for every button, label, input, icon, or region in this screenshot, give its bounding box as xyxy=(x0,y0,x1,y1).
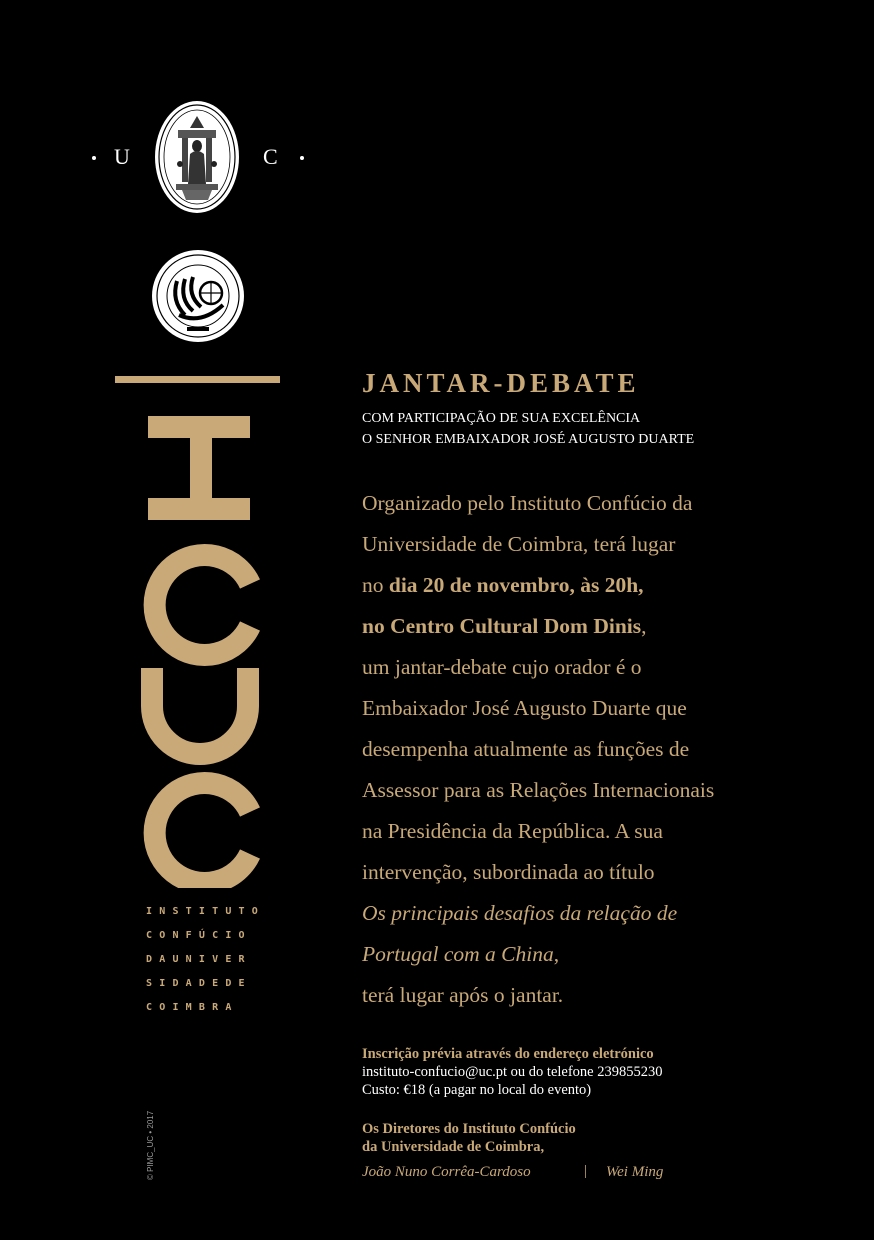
institute-name-line: CONFÚCIO xyxy=(146,930,252,941)
registration-contact: instituto-confucio@uc.pt ou do telefone 239855230 xyxy=(362,1064,663,1080)
confucius-institute-logo-icon xyxy=(151,249,245,343)
description-line: um jantar-debate cujo orador é o xyxy=(362,655,642,679)
header-dot-left xyxy=(92,156,96,160)
director-name-1: João Nuno Corrêa-Cardoso xyxy=(362,1164,531,1180)
talk-title: Os principais desafios da relação de xyxy=(362,901,678,925)
description-line: na Presidência da República. A sua xyxy=(362,819,663,843)
directors-line: da Universidade de Coimbra, xyxy=(362,1139,545,1155)
description-line: Organizado pelo Instituto Confúcio da xyxy=(362,491,693,515)
event-description xyxy=(362,483,802,1016)
institute-name-line: COIMBRA xyxy=(146,1002,239,1013)
description-line: Universidade de Coimbra, terá lugar xyxy=(362,532,676,556)
talk-title: Portugal com a China xyxy=(362,942,554,966)
description-line: terá lugar após o jantar. xyxy=(362,983,564,1007)
directors-line: Os Diretores do Instituto Confúcio xyxy=(362,1121,576,1137)
description-line: Assessor para as Relações Internacionais xyxy=(362,778,715,802)
event-subtitle xyxy=(362,408,694,450)
description-line: Embaixador José Augusto Duarte que xyxy=(362,696,687,720)
director-name-2: Wei Ming xyxy=(606,1164,664,1180)
institute-name-block xyxy=(146,906,265,1026)
signature-separator: | xyxy=(584,1163,588,1179)
description-line: no dia 20 de novembro, às 20h, xyxy=(362,573,644,597)
icuc-logo-icon xyxy=(100,368,300,888)
event-date: dia 20 de novembro, às 20h, xyxy=(388,573,644,597)
institute-name-line: DAUNIVER xyxy=(146,954,252,965)
institute-name-line: SIDADEDE xyxy=(146,978,252,989)
header-letter-u: U xyxy=(114,144,131,169)
institute-name-line: INSTITUTO xyxy=(146,906,265,917)
uc-seal-icon xyxy=(152,98,242,216)
description-line: no Centro Cultural Dom Dinis, xyxy=(362,614,647,638)
event-venue: no Centro Cultural Dom Dinis xyxy=(362,614,642,638)
directors-info xyxy=(362,1120,576,1156)
header-dot-right xyxy=(300,156,304,160)
registration-info xyxy=(362,1045,662,1099)
event-subtitle-line: COM PARTICIPAÇÃO DE SUA EXCELÊNCIA xyxy=(362,411,641,426)
registration-heading: Inscrição prévia através do endereço eletrónico xyxy=(362,1046,654,1062)
event-title: JANTAR-DEBATE xyxy=(362,368,640,398)
header-letter-c: C xyxy=(263,144,279,169)
description-line: desempenha atualmente as funções de xyxy=(362,737,690,761)
description-line: Portugal com a China, xyxy=(362,942,560,966)
event-subtitle-line: O SENHOR EMBAIXADOR JOSÉ AUGUSTO DUARTE xyxy=(362,432,695,447)
copyright-notice: © PIMC_UC • 2017 xyxy=(146,1110,155,1180)
description-line xyxy=(362,893,802,934)
description-line: intervenção, subordinada ao título xyxy=(362,860,655,884)
registration-cost: Custo: €18 (a pagar no local do evento) xyxy=(362,1082,592,1098)
